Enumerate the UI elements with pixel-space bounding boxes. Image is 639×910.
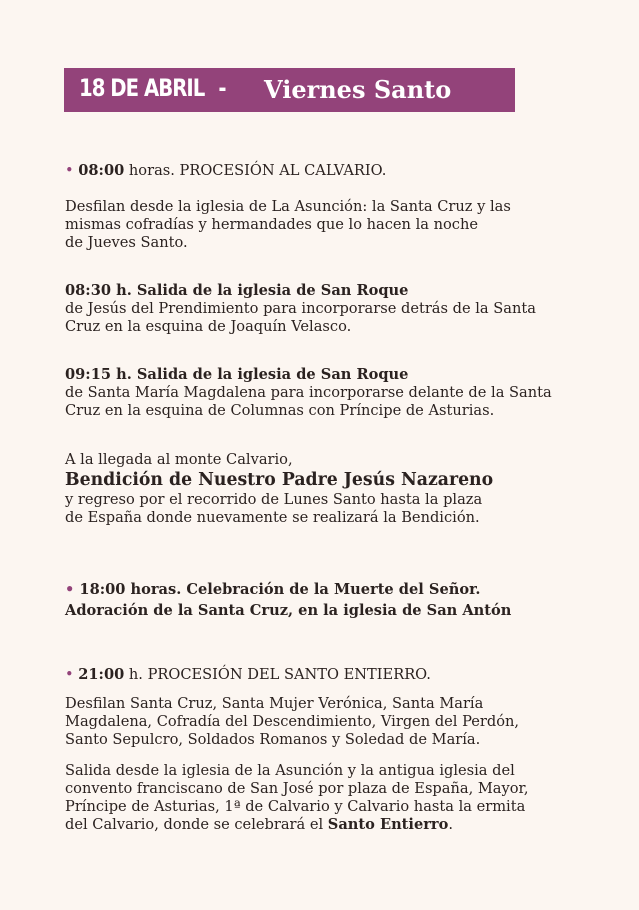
- event-description-2100: Desfilan Santa Cruz, Santa Mujer Verónica, Santa María Magdalena, Cofradía del Descendimiento, Virgen del Perdón, Santo Sepulcro, Soldados Romanos y Soledad de María.: [65, 695, 520, 748]
- bullet-icon: •: [65, 581, 75, 598]
- event-heading-0915: 09:15 h. Salida de la iglesia de San Roque: [65, 366, 409, 383]
- banner-title: Viernes Santo: [264, 75, 452, 104]
- event-0830: 08:30 h. Salida de la iglesia de San Roque de Jesús del Prendimiento para incorporarse detrás de la Santa Cruz en la esquina de Joaquín Velasco.: [65, 282, 536, 335]
- event-heading-2100: • 21:00 h. PROCESIÓN DEL SANTO ENTIERRO.: [65, 666, 431, 683]
- banner-separator: -: [218, 74, 226, 102]
- event-heading-0830: 08:30 h. Salida de la iglesia de San Roque: [65, 282, 409, 299]
- event-description-0800: Desfilan desde la iglesia de La Asunción: la Santa Cruz y las mismas cofradías y hermandades que lo hacen la noche de Jueves Santo.: [65, 198, 511, 251]
- event-heading-0800: • 08:00 horas. PROCESIÓN AL CALVARIO.: [65, 162, 387, 179]
- banner-date: 18 DE ABRIL -: [79, 74, 226, 102]
- event-bendicion: A la llegada al monte Calvario, Bendición de Nuestro Padre Jesús Nazareno y regreso por el recorrido de Lunes Santo hasta la plaza de España donde nuevamente se realizará la Bendición.: [65, 451, 494, 526]
- event-route-2100: Salida desde la iglesia de la Asunción y la antigua iglesia del convento franciscano de San José por plaza de España, Mayor, Príncipe de Asturias, 1ª de Calvario y Calvario hasta la ermita del Calvario, donde se celebrará el Santo Entierro.: [65, 762, 529, 833]
- bullet-icon: •: [65, 162, 74, 179]
- event-1800: • 18:00 horas. Celebración de la Muerte del Señor. Adoración de la Santa Cruz, en la iglesia de San Antón: [65, 581, 512, 619]
- event-0915: 09:15 h. Salida de la iglesia de San Roque de Santa María Magdalena para incorporarse delante de la Santa Cruz en la esquina de Columnas con Príncipe de Asturias.: [65, 366, 552, 419]
- section-banner: [64, 68, 515, 112]
- bendicion-heading: Bendición de Nuestro Padre Jesús Nazareno: [65, 470, 494, 490]
- bullet-icon: •: [65, 666, 74, 683]
